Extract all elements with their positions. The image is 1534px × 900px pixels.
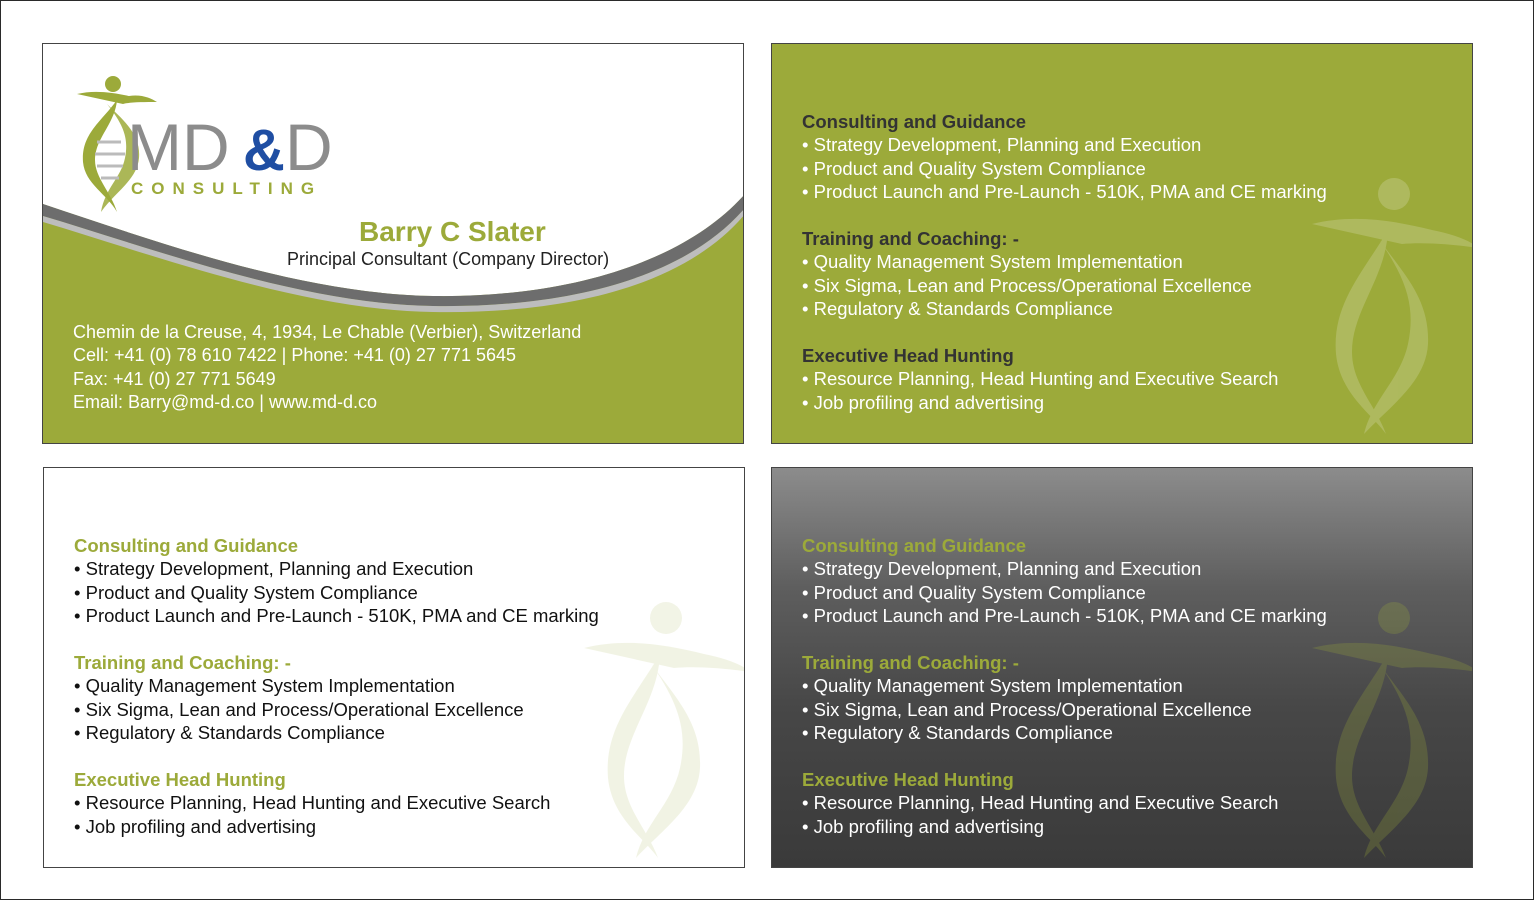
service-section — [802, 534, 1442, 628]
list-item: • Quality Management System Implementation — [802, 675, 1183, 697]
list-item: • Job profiling and advertising — [802, 391, 1044, 413]
business-card-back-dark — [771, 467, 1473, 868]
service-section — [802, 344, 1442, 414]
services-list — [74, 534, 714, 862]
business-card-back-white — [43, 467, 745, 868]
list-item: • Product and Quality System Compliance — [802, 581, 1146, 603]
svg-text:&: & — [243, 118, 285, 183]
list-item: • Job profiling and advertising — [802, 815, 1044, 837]
services-list — [802, 110, 1442, 438]
list-item: • Strategy Development, Planning and Execution — [802, 558, 1202, 580]
list-item: • Six Sigma, Lean and Process/Operational Excellence — [74, 698, 524, 720]
mdd-consulting-logo — [71, 72, 391, 222]
list-item: • Product Launch and Pre-Launch - 510K, PMA and CE marking — [74, 605, 599, 627]
section-heading: Consulting and Guidance — [802, 111, 1027, 132]
person-name: Barry C Slater — [359, 216, 546, 247]
section-heading: Training and Coaching: - — [802, 228, 1019, 250]
section-heading: Executive Head Hunting — [802, 345, 1014, 367]
list-item: • Six Sigma, Lean and Process/Operational Excellence — [802, 274, 1252, 296]
email-web-line: Email: Barry@md-d.co | www.md-d.co — [73, 392, 378, 413]
list-item: • Resource Planning, Head Hunting and Executive Search — [74, 792, 551, 814]
services-list — [802, 534, 1442, 862]
business-card-front — [42, 43, 744, 444]
list-item: • Job profiling and advertising — [74, 815, 316, 837]
section-heading: Executive Head Hunting — [802, 769, 1014, 791]
list-item: • Strategy Development, Planning and Execution — [74, 558, 474, 580]
contact-block — [73, 321, 713, 415]
service-section — [74, 534, 714, 628]
phone-line: Cell: +41 (0) 78 610 7422 | Phone: +41 (0) 27 771 5645 — [73, 345, 517, 366]
list-item: • Six Sigma, Lean and Process/Operational Excellence — [802, 698, 1252, 720]
list-item: • Resource Planning, Head Hunting and Executive Search — [802, 792, 1279, 814]
section-heading: Consulting and Guidance — [802, 535, 1027, 556]
service-section — [802, 651, 1442, 745]
svg-text:D: D — [285, 110, 333, 184]
service-section — [802, 768, 1442, 838]
section-heading: Consulting and Guidance — [74, 535, 299, 556]
svg-text:MD: MD — [127, 110, 230, 184]
list-item: • Regulatory & Standards Compliance — [74, 722, 385, 744]
section-heading: Executive Head Hunting — [74, 769, 286, 791]
list-item: • Quality Management System Implementation — [74, 675, 455, 697]
service-section — [802, 227, 1442, 321]
list-item: • Regulatory & Standards Compliance — [802, 298, 1113, 320]
list-item: • Product and Quality System Compliance — [74, 581, 418, 603]
business-card-back-green — [771, 43, 1473, 444]
service-section — [74, 768, 714, 838]
svg-text:CONSULTING: CONSULTING — [131, 179, 323, 198]
person-title: Principal Consultant (Company Director) — [287, 249, 610, 269]
list-item: • Quality Management System Implementation — [802, 251, 1183, 273]
list-item: • Resource Planning, Head Hunting and Executive Search — [802, 368, 1279, 390]
address-line: Chemin de la Creuse, 4, 1934, Le Chable (Verbier), Switzerland — [73, 322, 582, 342]
service-section — [74, 651, 714, 745]
list-item: • Product and Quality System Compliance — [802, 157, 1146, 179]
fax-line: Fax: +41 (0) 27 771 5649 — [73, 368, 276, 389]
section-heading: Training and Coaching: - — [74, 652, 291, 674]
list-item: • Product Launch and Pre-Launch - 510K, PMA and CE marking — [802, 605, 1327, 627]
list-item: • Product Launch and Pre-Launch - 510K, PMA and CE marking — [802, 181, 1327, 203]
list-item: • Strategy Development, Planning and Execution — [802, 134, 1202, 156]
service-section — [802, 110, 1442, 204]
section-heading: Training and Coaching: - — [802, 652, 1019, 674]
list-item: • Regulatory & Standards Compliance — [802, 722, 1113, 744]
